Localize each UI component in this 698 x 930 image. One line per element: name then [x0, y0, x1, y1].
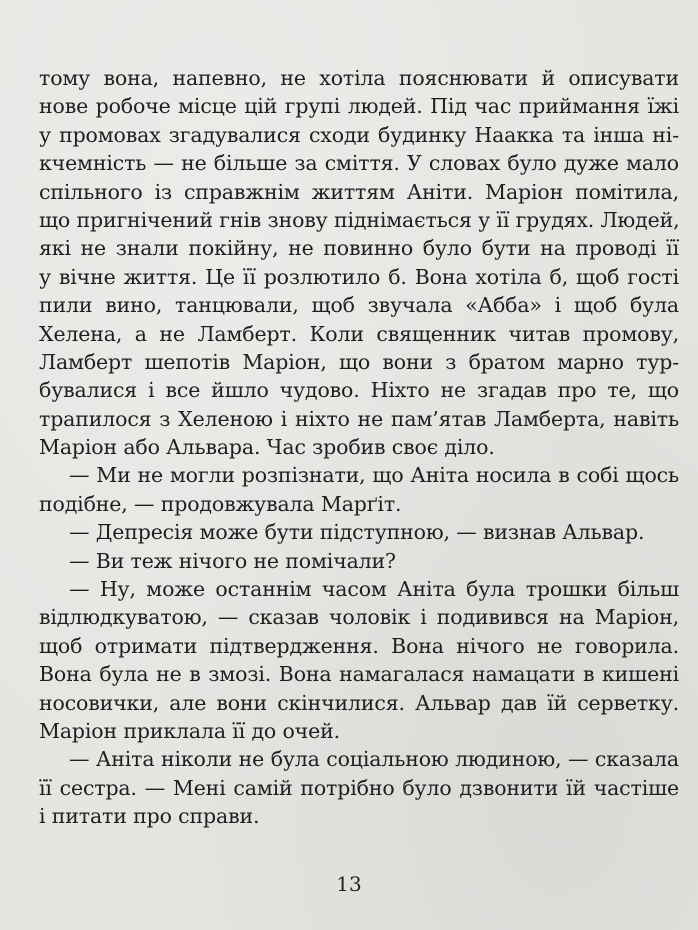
text-line: — Депресія може бути підступною, — визнав Альвар. — [69, 520, 645, 545]
text-line: пили вино, танцювали, щоб звучала «Абба» і щоб була — [39, 293, 679, 318]
text-line: — Аніта ніколи не була соціальною людиною, — сказала — [69, 747, 679, 772]
text-line: трапилося з Хеленою і ніхто не пам’ятав Ламберта, навіть — [39, 406, 679, 431]
text-line: нове робоче місце цій групі людей. Під час приймання їжі — [39, 94, 679, 119]
text-line: щоб отримати підтвердження. Вона нічого не говорила. — [39, 633, 679, 658]
text-line: Маріон або Альвара. Час зробив своє діло. — [39, 435, 495, 460]
text-line: відлюдкуватою, — сказав чоловік і подивився на Маріон, — [39, 605, 679, 630]
text-line: — Ну, може останнім часом Аніта була трошки більш — [69, 577, 679, 602]
text-line: Ламберт шепотів Маріон, що вони з братом марно тур- — [39, 349, 679, 374]
text-line: спільного із справжнім життям Аніти. Маріон помітила, — [39, 179, 679, 204]
text-line: у вічне життя. Це її розлютило б. Вона хотіла б, щоб гості — [39, 264, 679, 289]
text-line: носовички, але вони скінчилися. Альвар дав їй серветку. — [39, 690, 679, 715]
text-line: Маріон приклала її до очей. — [39, 718, 340, 743]
text-line: — Ми не могли розпізнати, що Аніта носила в собі щось — [69, 463, 679, 488]
text-line: Вона була не в змозі. Вона намагалася намацати в кишені — [39, 662, 679, 687]
text-line: — Ви теж нічого не помічали? — [69, 548, 396, 573]
text-line: Хелена, а не Ламберт. Коли священник читав промову, — [39, 321, 679, 346]
body-text — [39, 64, 679, 831]
text-line: кчемність — не більше за сміття. У словах було дуже мало — [39, 151, 679, 176]
text-line: бувалися і все йшло чудово. Ніхто не згадав про те, що — [39, 378, 679, 403]
text-line: подібне, — продовжувала Марґіт. — [39, 491, 402, 516]
page-number: 13 — [336, 872, 362, 896]
text-line: її сестра. — Мені самій потрібно було дзвонити їй частіше — [39, 775, 679, 800]
text-line: тому вона, напевно, не хотіла пояснювати й описувати — [39, 66, 679, 90]
text-line: і питати про справи. — [39, 804, 260, 829]
text-line: у промовах згадувалися сходи будинку Наакка та інша ні- — [39, 122, 679, 147]
text-line: що пригнічений гнів знову піднімається у її грудях. Людей, — [39, 207, 680, 232]
text-line: які не знали покійну, не повинно було бути на проводі її — [39, 236, 679, 261]
